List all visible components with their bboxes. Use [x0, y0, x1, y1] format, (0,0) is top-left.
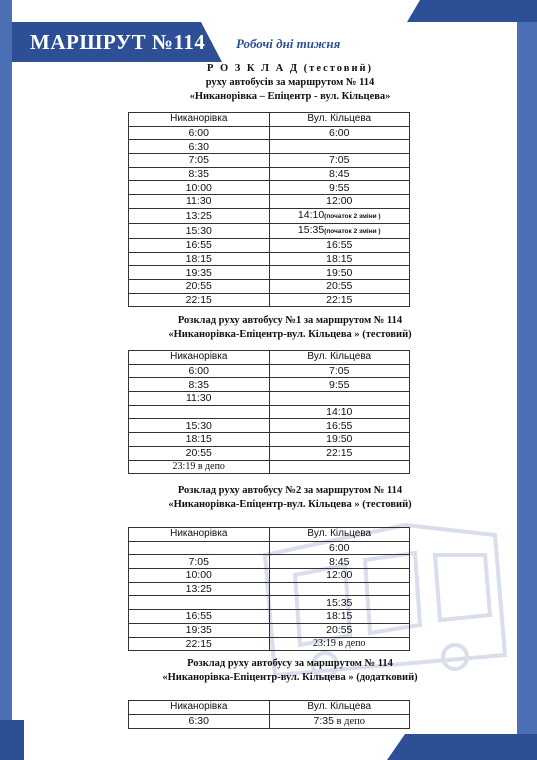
- departure-nykanorivka: [129, 541, 270, 555]
- bottom-right-corner-decoration: [387, 734, 537, 760]
- departure-nykanorivka: 6:00: [129, 126, 270, 140]
- departure-nykanorivka: 8:35: [129, 167, 270, 181]
- departure-nykanorivka: 20:55: [129, 279, 270, 293]
- table-row: [129, 266, 410, 280]
- departure-kiltseva: [269, 541, 410, 555]
- column-header: Никанорівка: [129, 701, 270, 715]
- departure-nykanorivka: 6:00: [129, 364, 270, 378]
- table-row: [129, 714, 410, 728]
- departure-kiltseva: [269, 167, 410, 181]
- bottom-left-corner-decoration: [0, 720, 24, 760]
- table-header-row: [129, 528, 410, 542]
- route-title: МАРШРУТ №114: [30, 30, 206, 54]
- heading-line: Розклад руху автобусу за маршрутом № 114: [187, 658, 393, 669]
- time-note: в депо: [333, 715, 366, 727]
- departure-kiltseva: [269, 195, 410, 209]
- departure-nykanorivka: 18:15: [129, 252, 270, 266]
- departure-nykanorivka: 19:35: [129, 623, 270, 637]
- time-value: 20:55: [326, 280, 353, 293]
- heading-line: Розклад руху автобусу №2 за маршрутом № 114: [177, 485, 403, 496]
- time-value: 23:19 в депо: [313, 637, 366, 649]
- time-value: 7:05: [329, 154, 350, 167]
- heading-line: «Никанорівка-Епіцентр-вул. Кільцева » (тестовий): [168, 499, 412, 510]
- departure-nykanorivka: 8:35: [129, 378, 270, 392]
- time-value: 15:35: [326, 596, 353, 609]
- departure-kiltseva: [269, 154, 410, 168]
- schedule-table-main: [128, 112, 410, 307]
- heading-line: «Никанорівка-Епіцентр-вул. Кільцева » (додатковий): [162, 672, 418, 683]
- departure-nykanorivka: 7:05: [129, 154, 270, 168]
- departure-kiltseva: [269, 238, 410, 252]
- time-value: 6:00: [329, 542, 350, 555]
- left-frame-stripe: [0, 0, 12, 760]
- table-row: [129, 637, 410, 651]
- time-value: 22:15: [326, 293, 353, 306]
- time-value: 7:05: [329, 365, 350, 378]
- departure-kiltseva: [269, 266, 410, 280]
- heading-line: Р О З К Л А Д (тестовий): [206, 63, 374, 74]
- departure-kiltseva: [269, 252, 410, 266]
- departure-nykanorivka: 6:30: [129, 714, 270, 728]
- departure-kiltseva: [269, 126, 410, 140]
- column-header: Вул. Кільцева: [269, 701, 410, 715]
- time-value: 8:45: [329, 555, 350, 568]
- schedule-table-extra: [128, 700, 410, 729]
- table-header-row: [129, 351, 410, 365]
- schedule-table-bus2: [128, 527, 410, 651]
- time-value: 9:55: [329, 181, 350, 194]
- time-value: 15:35: [297, 223, 325, 236]
- schedule-heading-main: [100, 62, 480, 104]
- table-row: [129, 541, 410, 555]
- time-value: 22:15: [326, 447, 353, 460]
- departure-kiltseva: [269, 405, 410, 419]
- table-row: [129, 140, 410, 154]
- time-note: (початок 2 зміни ): [324, 212, 381, 220]
- departure-kiltseva: [269, 378, 410, 392]
- table-row: [129, 623, 410, 637]
- schedule-table-bus1: [128, 350, 410, 474]
- table-row: [129, 208, 410, 223]
- heading-line: «Никанорівка-Епіцентр-вул. Кільцева » (тестовий): [168, 329, 412, 340]
- heading-line: Розклад руху автобусу №1 за маршрутом № 114: [177, 315, 403, 326]
- departure-nykanorivka: 20:55: [129, 446, 270, 460]
- table-row: [129, 364, 410, 378]
- departure-nykanorivka: 22:15: [129, 293, 270, 307]
- time-value: 16:55: [326, 239, 353, 252]
- table-row: [129, 446, 410, 460]
- departure-kiltseva: [269, 623, 410, 637]
- table-row: [129, 569, 410, 583]
- table-row: [129, 252, 410, 266]
- departure-kiltseva: [269, 446, 410, 460]
- time-value: 19:50: [326, 433, 353, 446]
- departure-nykanorivka: 16:55: [129, 238, 270, 252]
- table-row: [129, 279, 410, 293]
- schedule-heading-extra: [100, 657, 480, 685]
- departure-nykanorivka: 23:19 в депо: [129, 460, 270, 474]
- table-row: [129, 223, 410, 238]
- departure-kiltseva: [269, 140, 410, 154]
- time-value: 20:55: [326, 624, 353, 637]
- time-value: 8:45: [329, 168, 350, 181]
- column-header: Вул. Кільцева: [269, 113, 410, 127]
- schedule-type-subtitle: Робочі дні тижня: [236, 36, 341, 51]
- departure-kiltseva: [269, 392, 410, 406]
- departure-kiltseva: [269, 610, 410, 624]
- column-header: Никанорівка: [129, 113, 270, 127]
- table-row: [129, 596, 410, 610]
- time-value: 18:15: [326, 610, 353, 623]
- departure-kiltseva: [269, 569, 410, 583]
- time-value: 12:00: [326, 569, 353, 582]
- departure-nykanorivka: 6:30: [129, 140, 270, 154]
- column-header: Вул. Кільцева: [269, 351, 410, 365]
- departure-kiltseva: [269, 419, 410, 433]
- departure-kiltseva: [269, 364, 410, 378]
- departure-kiltseva: [269, 555, 410, 569]
- departure-kiltseva: [269, 181, 410, 195]
- departure-kiltseva: [269, 637, 410, 651]
- departure-kiltseva: [269, 208, 410, 223]
- departure-nykanorivka: 11:30: [129, 195, 270, 209]
- departure-kiltseva: [269, 596, 410, 610]
- time-note: (початок 2 зміни ): [324, 227, 381, 235]
- departure-kiltseva: [269, 293, 410, 307]
- table-header-row: [129, 701, 410, 715]
- departure-nykanorivka: 15:30: [129, 419, 270, 433]
- table-row: [129, 419, 410, 433]
- table-row: [129, 293, 410, 307]
- departure-nykanorivka: 19:35: [129, 266, 270, 280]
- table-row: [129, 405, 410, 419]
- departure-kiltseva: [269, 460, 410, 474]
- table-row: [129, 460, 410, 474]
- table-row: [129, 154, 410, 168]
- table-row: [129, 167, 410, 181]
- departure-nykanorivka: 13:25: [129, 208, 270, 223]
- time-value: 14:10: [326, 406, 353, 419]
- schedule-heading-bus2: [100, 484, 480, 512]
- departure-kiltseva: [269, 223, 410, 238]
- departure-nykanorivka: 13:25: [129, 582, 270, 596]
- time-value: 9:55: [329, 378, 350, 391]
- table-header-row: [129, 113, 410, 127]
- column-header: Никанорівка: [129, 528, 270, 542]
- time-value: 18:15: [326, 252, 353, 265]
- time-value: 7:35: [313, 714, 334, 727]
- table-row: [129, 433, 410, 447]
- departure-nykanorivka: 10:00: [129, 181, 270, 195]
- column-header: Вул. Кільцева: [269, 528, 410, 542]
- departure-nykanorivka: 18:15: [129, 433, 270, 447]
- departure-nykanorivka: 22:15: [129, 637, 270, 651]
- table-row: [129, 378, 410, 392]
- departure-nykanorivka: 10:00: [129, 569, 270, 583]
- table-row: [129, 181, 410, 195]
- departure-nykanorivka: 15:30: [129, 223, 270, 238]
- departure-nykanorivka: 16:55: [129, 610, 270, 624]
- right-frame-stripe: [517, 0, 537, 760]
- departure-kiltseva: [269, 433, 410, 447]
- departure-nykanorivka: [129, 405, 270, 419]
- table-row: [129, 195, 410, 209]
- departure-nykanorivka: 11:30: [129, 392, 270, 406]
- time-value: 16:55: [326, 419, 353, 432]
- table-row: [129, 392, 410, 406]
- heading-line: руху автобусів за маршрутом № 114: [205, 77, 375, 88]
- departure-kiltseva: [269, 279, 410, 293]
- departure-nykanorivka: 7:05: [129, 555, 270, 569]
- time-value: 14:10: [297, 208, 325, 221]
- departure-kiltseva: [269, 714, 410, 728]
- time-value: 19:50: [326, 266, 353, 279]
- heading-line: «Никанорівка – Епіцентр - вул. Кільцева»: [189, 91, 391, 102]
- time-value: 12:00: [326, 195, 353, 208]
- table-row: [129, 126, 410, 140]
- departure-kiltseva: [269, 582, 410, 596]
- schedule-heading-bus1: [100, 314, 480, 342]
- table-row: [129, 238, 410, 252]
- table-row: [129, 582, 410, 596]
- departure-nykanorivka: [129, 596, 270, 610]
- column-header: Никанорівка: [129, 351, 270, 365]
- table-row: [129, 555, 410, 569]
- top-right-corner-decoration: [407, 0, 537, 22]
- time-value: 6:00: [329, 127, 350, 140]
- table-row: [129, 610, 410, 624]
